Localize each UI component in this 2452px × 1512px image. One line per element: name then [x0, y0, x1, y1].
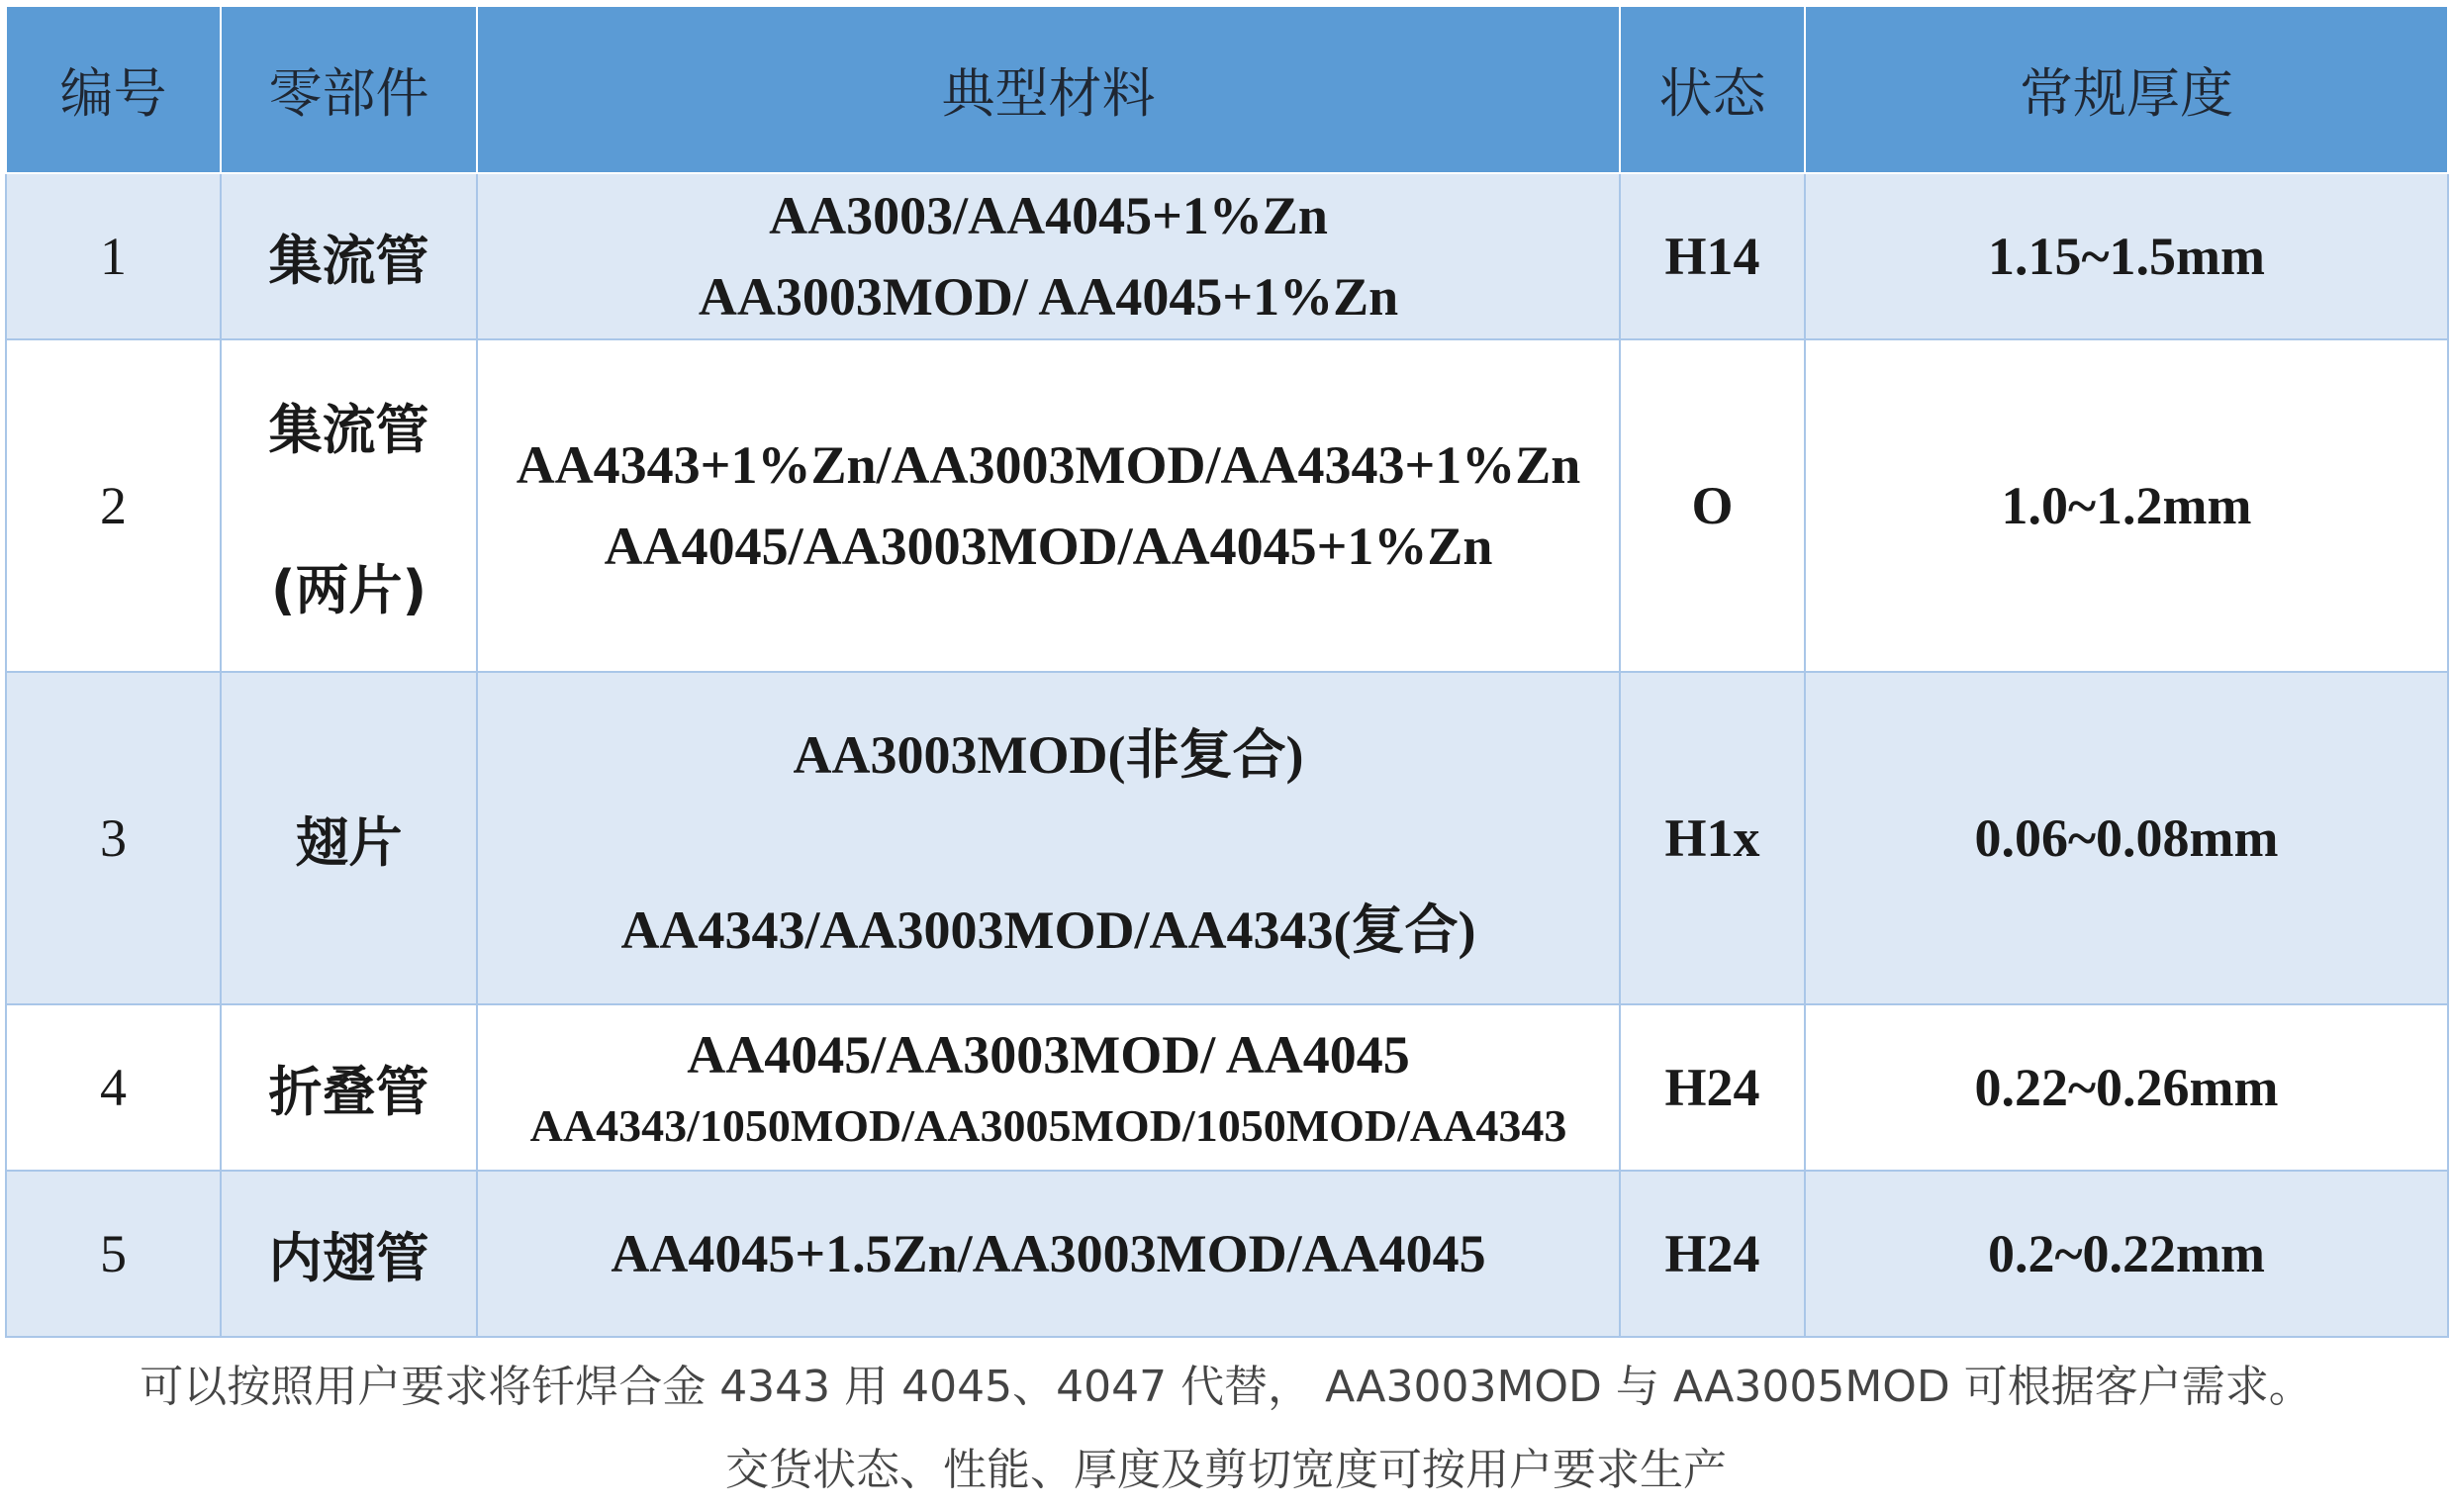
row-thickness: 0.22~0.26mm: [1805, 1004, 2448, 1171]
row-number: 3: [6, 672, 221, 1004]
footnote-line: 可以按照用户要求将钎焊合金 4343 用 4045、4047 代替， AA3003MOD 与 AA3005MOD 可根据客户需求。: [140, 1362, 2312, 1412]
material-line: AA4343/AA3003MOD/AA4343(复合): [620, 900, 1476, 960]
row-materials: [477, 1171, 1620, 1337]
row-thickness: 0.2~0.22mm: [1805, 1171, 2448, 1337]
row-part: [221, 672, 477, 1004]
material-line: AA3003/AA4045+1%Zn: [769, 186, 1328, 245]
material-line: AA4045/AA3003MOD/ AA4045: [687, 1024, 1410, 1085]
row-materials: [477, 672, 1620, 1004]
row-materials: [477, 1004, 1620, 1171]
header-thickness: 常规厚度: [1805, 6, 2448, 173]
row-state: H24: [1620, 1004, 1805, 1171]
row-part: [221, 339, 477, 672]
row-part: [221, 1004, 477, 1171]
material-line: AA4343+1%Zn/AA3003MOD/AA4343+1%Zn: [516, 435, 1581, 495]
material-line: AA3003MOD/ AA4045+1%Zn: [698, 267, 1399, 327]
row-part: [221, 1171, 477, 1337]
part-name: 集流管: [268, 229, 429, 292]
material-line: AA4343/1050MOD/AA3005MOD/1050MOD/AA4343: [529, 1099, 1567, 1151]
part-name: 集流管: [268, 398, 429, 461]
table-row: [6, 173, 2448, 339]
row-thickness: 1.15~1.5mm: [1805, 173, 2448, 339]
row-number: 4: [6, 1004, 221, 1171]
row-thickness: 1.0~1.2mm: [1805, 339, 2448, 672]
row-thickness: 0.06~0.08mm: [1805, 672, 2448, 1004]
row-state: H1x: [1620, 672, 1805, 1004]
material-line: AA3003MOD(非复合): [793, 725, 1304, 785]
header-state: 状态: [1620, 6, 1805, 173]
row-state: H24: [1620, 1171, 1805, 1337]
part-name: 折叠管: [268, 1060, 429, 1123]
table-header-row: [6, 6, 2448, 173]
table-row: [6, 672, 2448, 1004]
header-number: 编号: [6, 6, 221, 173]
footnotes: [0, 1346, 2452, 1512]
material-line: AA4045/AA3003MOD/AA4045+1%Zn: [604, 517, 1493, 576]
row-number: 2: [6, 339, 221, 672]
part-name: 内翅管: [268, 1226, 429, 1289]
table-row: [6, 1004, 2448, 1171]
row-number: 1: [6, 173, 221, 339]
materials-table-container: [5, 5, 2447, 1338]
header-part: 零部件: [221, 6, 477, 173]
row-number: 5: [6, 1171, 221, 1337]
part-name: 翅片: [295, 810, 403, 874]
row-part: [221, 173, 477, 339]
row-materials: [477, 173, 1620, 339]
table-row: [6, 1171, 2448, 1337]
material-line: AA4045+1.5Zn/AA3003MOD/AA4045: [611, 1224, 1486, 1283]
materials-table: [5, 5, 2449, 1338]
footnote-line: 交货状态、性能、厚度及剪切宽度可按用户要求生产: [725, 1445, 1727, 1495]
header-material: 典型材料: [477, 6, 1620, 173]
row-materials: [477, 339, 1620, 672]
table-row: [6, 339, 2448, 672]
part-name-suffix: (两片): [270, 558, 427, 621]
row-state: H14: [1620, 173, 1805, 339]
row-state: O: [1620, 339, 1805, 672]
